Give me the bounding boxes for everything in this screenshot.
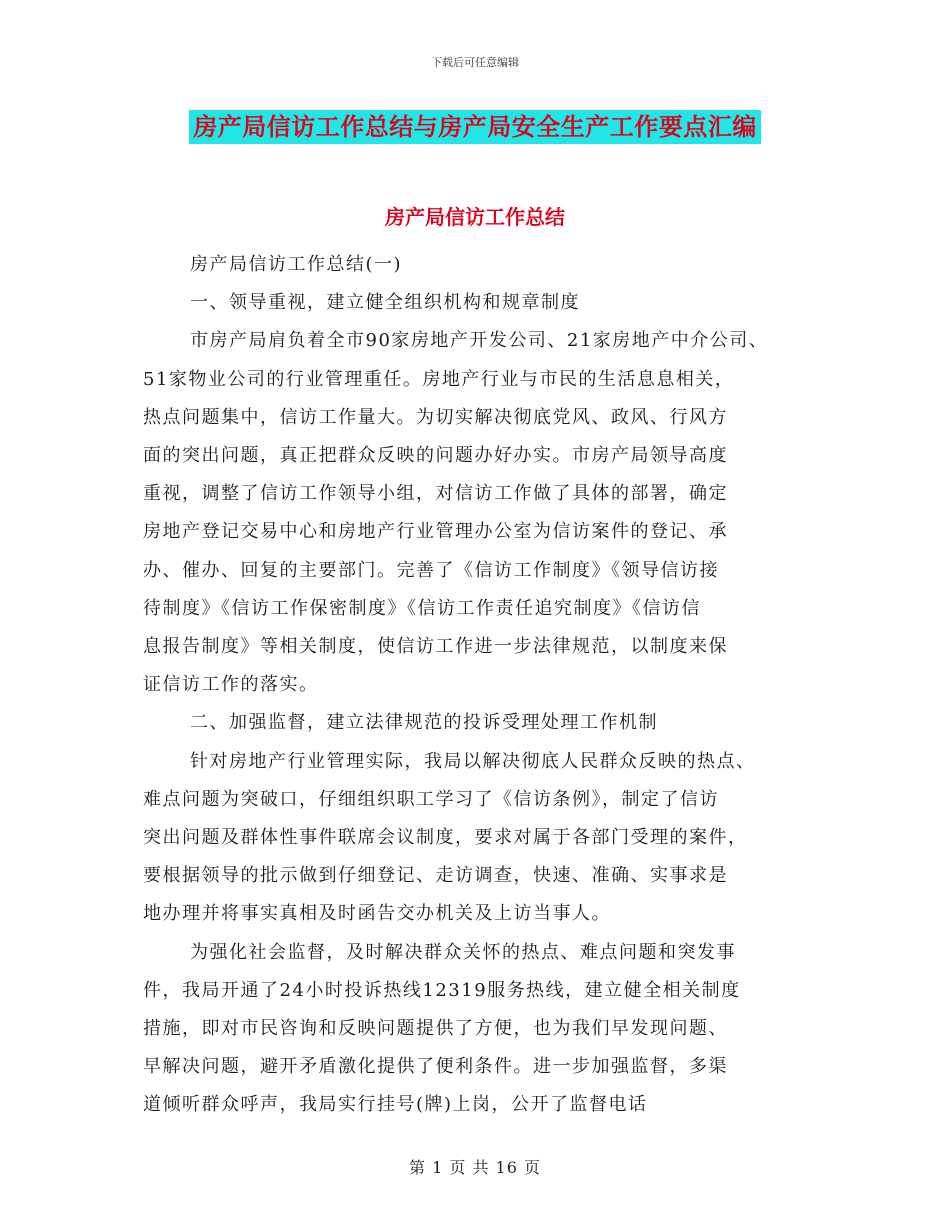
text-line: 房产局信访工作总结(一)	[190, 254, 403, 275]
text-line: 件，我局开通了24小时投诉热线12319服务热线，建立健全相关制度	[143, 979, 741, 1001]
text-line: 息报告制度》等相关制度，使信访工作进一步法律规范，以制度来保	[143, 636, 728, 658]
text-line: 为强化社会监督，及时解决群众关怀的热点、难点问题和突发事	[190, 941, 736, 963]
text-line: 办、催办、回复的主要部门。完善了《信访工作制度》《领导信访接	[143, 559, 719, 581]
text-line: 待制度》《信访工作保密制度》《信访工作责任追究制度》《信访信	[143, 597, 701, 619]
text-line: 难点问题为突破口，仔细组织职工学习了《信访条例》，制定了信访	[143, 788, 719, 810]
text-line: 道倾听群众呼声，我局实行挂号(牌)上岗，公开了监督电话	[143, 1094, 648, 1116]
section-title: 房产局信访工作总结	[385, 205, 565, 229]
header-note: 下载后可任意编辑	[431, 56, 519, 69]
text-line: 二、加强监督，建立法律规范的投诉受理处理工作机制	[190, 712, 658, 734]
text-line: 市房产局肩负着全市90家房地产开发公司、21家房地产中介公司、	[190, 330, 769, 352]
text-line: 措施，即对市民咨询和反映问题提供了方便，也为我们早发现问题、	[143, 1018, 728, 1040]
page-footer: 第 1 页 共 16 页	[409, 1158, 541, 1177]
text-line: 证信访工作的落实。	[143, 674, 319, 696]
text-line: 热点问题集中，信访工作量大。为切实解决彻底党风、政风、行风方	[143, 406, 728, 428]
text-line: 面的突出问题，真正把群众反映的问题办好办实。市房产局领导高度	[143, 445, 728, 467]
text-line: 突出问题及群体性事件联席会议制度，要求对属于各部门受理的案件，	[143, 827, 748, 849]
text-line: 地办理并将事实真相及时函告交办机关及上访当事人。	[143, 903, 611, 925]
main-title: 房产局信访工作总结与房产局安全生产工作要点汇编	[189, 110, 761, 144]
body-text	[143, 246, 803, 1125]
text-line: 51家物业公司的行业管理重任。房地产行业与市民的生活息息相关，	[143, 368, 735, 390]
text-line: 一、领导重视，建立健全组织机构和规章制度	[190, 292, 580, 314]
text-line: 针对房地产行业管理实际，我局以解决彻底人民群众反映的热点、	[190, 750, 756, 772]
text-line: 房地产登记交易中心和房地产行业管理办公室为信访案件的登记、承	[143, 521, 728, 543]
text-line: 早解决问题，避开矛盾激化提供了便利条件。进一步加强监督，多渠	[143, 1056, 728, 1078]
main-title-wrapper	[0, 110, 950, 144]
text-line: 要根据领导的批示做到仔细登记、走访调查，快速、准确、实事求是	[143, 865, 728, 887]
text-line: 重视，调整了信访工作领导小组，对信访工作做了具体的部署，确定	[143, 483, 728, 505]
